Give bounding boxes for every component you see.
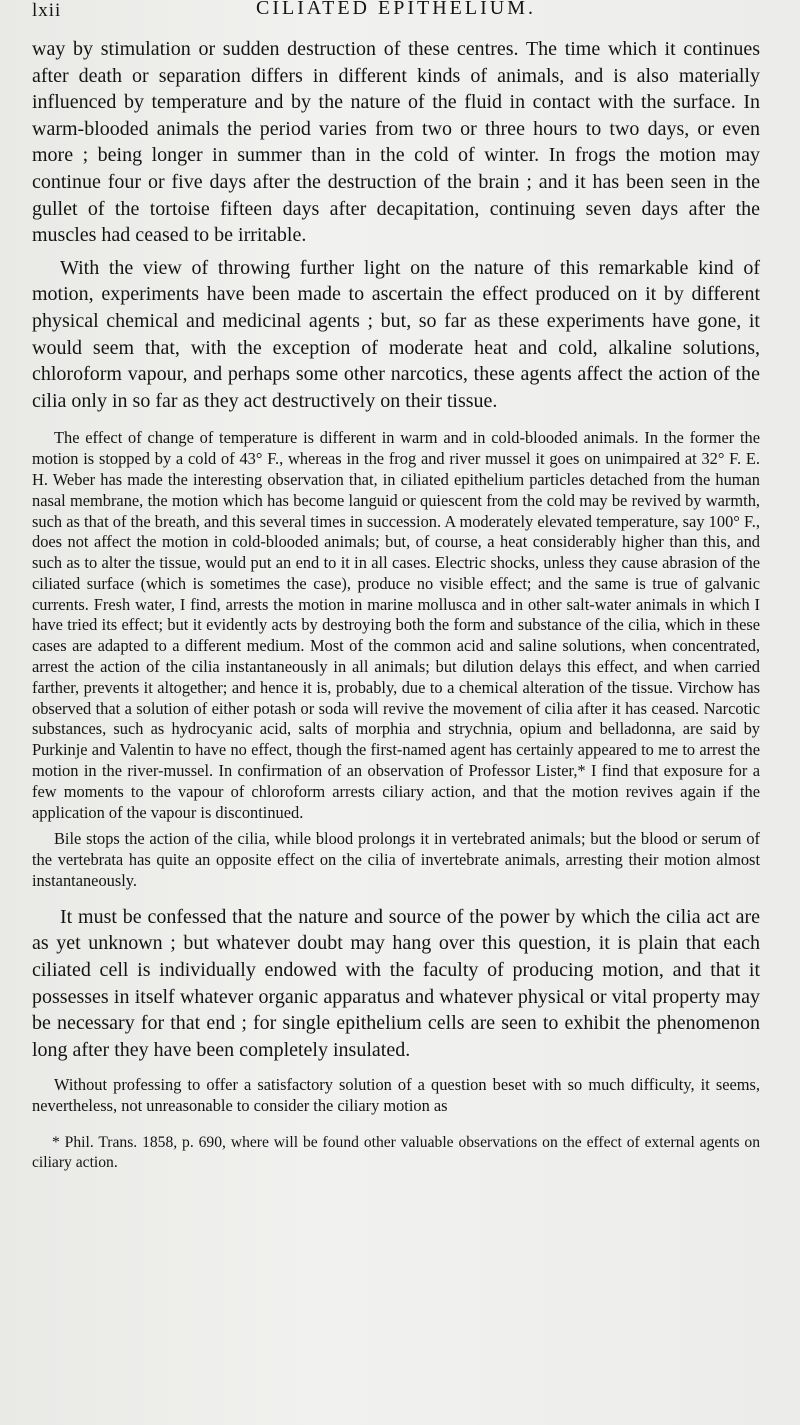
paragraph-experiments: With the view of throwing further light on the nature of this remarkable kind of motion, experiments have been made to ascertain the effect produced on it by different physical chemical and medicinal agents ; but, so far as these experiments have gone, it would seem that, with the exception of moderate heat and cold, alkaline solutions, chloroform vapour, and perhaps some other narcotics, these agents affect the action of the cilia only in so far as they act destructively on their tissue. [32, 256, 760, 412]
page-number: lxii [32, 0, 62, 21]
paragraph-continuation: way by stimulation or sudden destruction of these centres. The time which it continues after death or separation differs in different kinds of animals, and is also materially influenced by temperature and by the nature of the fluid in contact with the surface. In warm-blooded animals the period varies from two or three hours to two days, or even more ; being longer in summer than in the cold of winter. In frogs the motion may continue four or five days after the destruction of the brain ; and it has been seen in the gullet of the tortoise fifteen days after decapitation, continuing seven days after the muscles had ceased to be irritable. [32, 38, 760, 247]
page-header [32, 0, 760, 26]
paragraph-bile-small-print: Bile stops the action of the cilia, while blood prolongs it in vertebrated animals; but the blood or serum of the vertebrata has quite an opposite effect on the cilia of invertebrate animals, arresting their motion almost instantaneously. [32, 829, 760, 891]
paragraph-temperature-small-print: The effect of change of temperature is different in warm and in cold-blooded animals. In the former the motion is stopped by a cold of 43° F., whereas in the frog and river mussel it goes on unimpaired at 32° F. E. H. Weber has made the interesting observation that, in ciliated epithelium particles detached from the human nasal membrane, the motion which has become languid or quiescent from the cold may be revived by warmth, such as that of the breath, and this several times in succession. A moderately elevated temperature, say 100° F., does not affect the motion in cold-blooded animals; but, of course, a heat considerably higher than this, and such as to alter the tissue, would put an end to it in all cases. Electric shocks, unless they cause abrasion of the ciliated surface (which is sometimes the case), produce no visible effect; and the same is true of galvanic currents. Fresh water, I find, arrests the motion in marine mollusca and in other salt-water animals in which I have tried its effect; but it evidently acts by destroying both the form and substance of the cilia, which in these cases are adapted to a different medium. Most of the common acid and saline solutions, when concentrated, arrest the action of the cilia instantaneously in all animals; but dilution delays this effect, and when carried farther, prevents it altogether; and hence it is, probably, due to a chemical alteration of the tissue. Virchow has observed that a solution of either potash or soda will revive the movement of cilia after it has ceased. Narcotic substances, such as hydrocyanic acid, salts of morphia and strychnia, opium and belladonna, are said by Purkinje and Valentin to have no effect, though the first-named agent has certainly appeared to me to arrest the motion in the river-mussel. In confirmation of an observation of Professor Lister,* I find that exposure for a few moments to the vapour of chloroform arrests ciliary action, and that the motion revives again if the application of the vapour is discontinued. [32, 428, 760, 822]
paragraph-nature-of-power: It must be confessed that the nature and source of the power by which the cilia act are as yet unknown ; but whatever doubt may hang over this question, it is plain that each ciliated cell is individually endowed with the faculty of producing motion, and that it possesses in itself whatever organic apparatus and whatever physical or vital property may be necessary for that end ; for single epithelium cells are seen to exhibit the phenomenon long after they have been completely insulated. [32, 905, 760, 1061]
running-head: CILIATED EPITHELIUM. [256, 0, 536, 19]
paragraph-ciliary-motion-small-print: Without professing to offer a satisfactory solution of a question beset with so much difficulty, it seems, nevertheless, not unreasonable to consider the ciliary motion as [32, 1075, 760, 1116]
footnote: * Phil. Trans. 1858, p. 690, where will be found other valuable observations on the effect of external agents on ciliary action. [32, 1134, 760, 1171]
